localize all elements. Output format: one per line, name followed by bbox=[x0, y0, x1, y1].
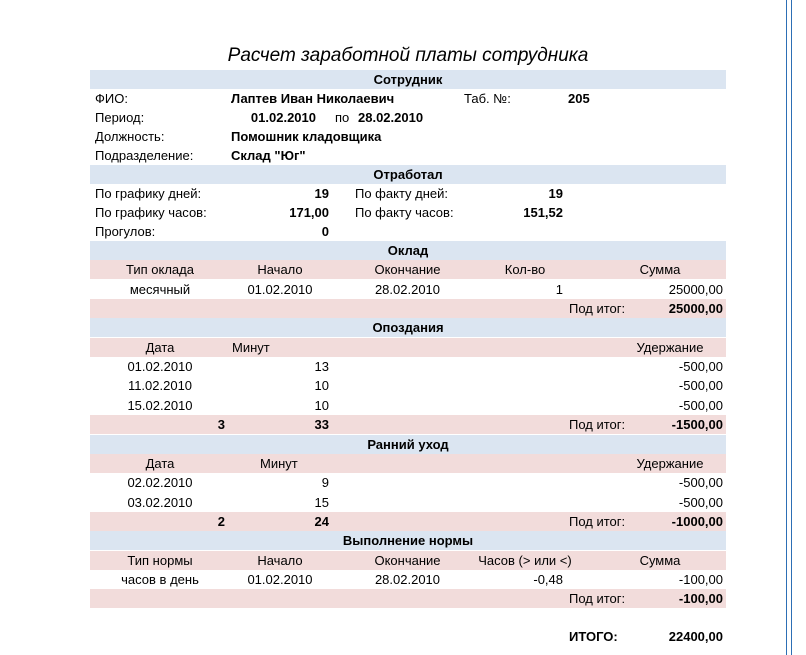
early-subtotal-row bbox=[90, 512, 726, 531]
worked-hours-row bbox=[90, 203, 726, 222]
table-cell: 25000,00 bbox=[668, 282, 723, 297]
fact-hours-value: 151,52 bbox=[523, 205, 563, 220]
subtotal-value: -100,00 bbox=[678, 591, 723, 606]
total-label: ИТОГО: bbox=[569, 629, 618, 644]
table-cell: -500,00 bbox=[678, 475, 723, 490]
count-value: 2 bbox=[217, 514, 225, 529]
period-label: Период: bbox=[95, 110, 145, 125]
period-from: 01.02.2010 bbox=[250, 110, 316, 125]
table-row bbox=[90, 493, 726, 512]
sched-days-label: По графику дней: bbox=[95, 186, 202, 201]
section-header-early bbox=[90, 435, 726, 454]
table-row bbox=[90, 570, 726, 589]
table-cell: 01.02.2010 bbox=[247, 282, 313, 297]
column-header: Окончание bbox=[374, 553, 441, 568]
column-header: Начало bbox=[257, 553, 303, 568]
table-cell: -500,00 bbox=[678, 359, 723, 374]
table-cell: 03.02.2010 bbox=[127, 495, 193, 510]
table-cell: 10 bbox=[314, 378, 329, 393]
period-to-label: по bbox=[335, 110, 350, 125]
subtotal-label: Под итог: bbox=[569, 301, 626, 316]
report-title: Расчет заработной платы сотрудника bbox=[227, 45, 589, 66]
column-header: Сумма bbox=[639, 262, 681, 277]
sched-hours-label: По графику часов: bbox=[95, 205, 207, 220]
table-cell: 9 bbox=[321, 475, 329, 490]
table-cell: 01.02.2010 bbox=[247, 572, 313, 587]
early-column-header bbox=[90, 454, 726, 473]
late-subtotal-row bbox=[90, 415, 726, 434]
table-cell: 28.02.2010 bbox=[374, 282, 441, 297]
table-cell: часов в день bbox=[121, 572, 199, 587]
table-row bbox=[90, 473, 726, 492]
section-title: Выполнение нормы bbox=[342, 533, 474, 548]
fact-days-label: По факту дней: bbox=[355, 186, 449, 201]
column-header: Минут bbox=[232, 340, 270, 355]
column-header: Начало bbox=[257, 262, 303, 277]
position-value: Помошник кладовщика bbox=[231, 129, 382, 144]
subtotal-value: 25000,00 bbox=[668, 301, 723, 316]
table-cell: 10 bbox=[314, 398, 329, 413]
table-cell: 02.02.2010 bbox=[127, 475, 193, 490]
salary-subtotal-row bbox=[90, 299, 726, 318]
column-header: Удержание bbox=[636, 456, 704, 471]
column-header: Часов (> или <) bbox=[478, 553, 572, 568]
subtotal-label: Под итог: bbox=[569, 417, 626, 432]
table-row bbox=[90, 376, 726, 395]
tab-value: 205 bbox=[568, 91, 590, 106]
fact-days-value: 19 bbox=[548, 186, 563, 201]
column-header: Тип нормы bbox=[127, 553, 193, 568]
subtotal-value: -1000,00 bbox=[671, 514, 723, 529]
column-header: Дата bbox=[145, 340, 175, 355]
section-header-employee bbox=[90, 70, 726, 89]
section-header-norm bbox=[90, 531, 726, 550]
section-title: Ранний уход bbox=[367, 437, 449, 452]
table-cell: -0,48 bbox=[533, 572, 563, 587]
column-header: Тип оклада bbox=[126, 262, 194, 277]
absence-value: 0 bbox=[321, 224, 329, 239]
period-to: 28.02.2010 bbox=[358, 110, 424, 125]
table-cell: 28.02.2010 bbox=[374, 572, 441, 587]
late-column-header bbox=[90, 338, 726, 357]
table-cell: 1 bbox=[555, 282, 563, 297]
worked-absence-row bbox=[90, 222, 726, 241]
table-cell: 01.02.2010 bbox=[127, 359, 193, 374]
sched-hours-value: 171,00 bbox=[289, 205, 329, 220]
minutes-total: 33 bbox=[314, 417, 329, 432]
table-cell: 15.02.2010 bbox=[127, 398, 193, 413]
section-header-worked bbox=[90, 165, 726, 184]
table-cell: 13 bbox=[314, 359, 329, 374]
norm-subtotal-row bbox=[90, 589, 726, 608]
section-header-late bbox=[90, 318, 726, 337]
employee-dept-row bbox=[90, 146, 726, 165]
minutes-total: 24 bbox=[314, 514, 329, 529]
count-value: 3 bbox=[217, 417, 225, 432]
table-cell: -500,00 bbox=[678, 398, 723, 413]
column-header: Кол-во bbox=[504, 262, 546, 277]
employee-fio-row bbox=[90, 89, 726, 108]
table-cell: 15 bbox=[314, 495, 329, 510]
page-border-line bbox=[786, 0, 787, 655]
table-cell: -100,00 bbox=[678, 572, 723, 587]
salary-column-header bbox=[90, 260, 726, 279]
table-cell: месячный bbox=[129, 282, 191, 297]
tab-label: Таб. №: bbox=[464, 91, 511, 106]
fact-hours-label: По факту часов: bbox=[355, 205, 454, 220]
table-row bbox=[90, 280, 726, 299]
subtotal-value: -1500,00 bbox=[671, 417, 723, 432]
grand-total-row bbox=[90, 627, 726, 646]
section-header-salary bbox=[90, 241, 726, 260]
section-title: Сотрудник bbox=[373, 72, 443, 87]
position-label: Должность: bbox=[95, 129, 165, 144]
dept-label: Подразделение: bbox=[95, 148, 194, 163]
column-header: Окончание bbox=[374, 262, 441, 277]
absence-label: Прогулов: bbox=[95, 224, 156, 239]
total-value: 22400,00 bbox=[668, 629, 723, 644]
table-cell: -500,00 bbox=[678, 378, 723, 393]
worked-days-row bbox=[90, 184, 726, 203]
section-title: Опоздания bbox=[372, 320, 444, 335]
column-header: Дата bbox=[145, 456, 175, 471]
employee-position-row bbox=[90, 127, 726, 146]
page-border-line bbox=[791, 0, 792, 655]
fio-label: ФИО: bbox=[95, 91, 128, 106]
section-title: Оклад bbox=[387, 243, 429, 258]
table-cell: -500,00 bbox=[678, 495, 723, 510]
subtotal-label: Под итог: bbox=[569, 514, 626, 529]
column-header: Минут bbox=[260, 456, 298, 471]
section-title: Отработал bbox=[373, 167, 443, 182]
column-header: Удержание bbox=[636, 340, 704, 355]
table-cell: 11.02.2010 bbox=[127, 378, 193, 393]
dept-value: Склад "Юг" bbox=[231, 148, 306, 163]
norm-column-header bbox=[90, 551, 726, 570]
employee-period-row bbox=[90, 108, 726, 127]
sched-days-value: 19 bbox=[314, 186, 329, 201]
fio-value: Лаптев Иван Николаевич bbox=[231, 91, 395, 106]
table-row bbox=[90, 357, 726, 376]
table-row bbox=[90, 396, 726, 415]
subtotal-label: Под итог: bbox=[569, 591, 626, 606]
column-header: Сумма bbox=[639, 553, 681, 568]
